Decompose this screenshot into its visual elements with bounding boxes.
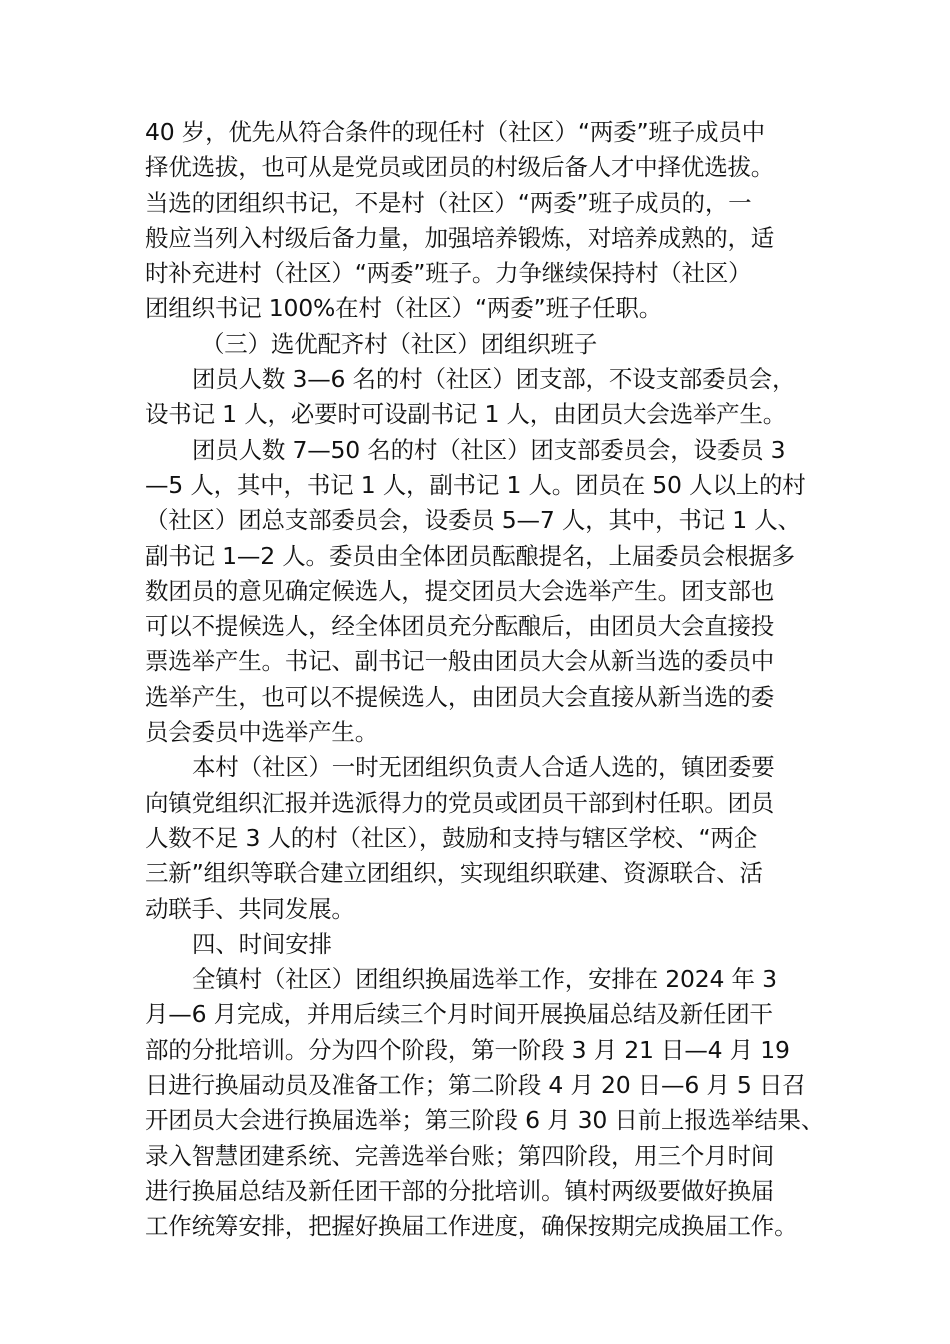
text-line: 般应当列入村级后备力量，加强培养锻炼，对培养成熟的，适 [145,223,775,252]
text-line: —5 人，其中，书记 1 人，副书记 1 人。团员在 50 人以上的村 [145,470,806,499]
text-line: 票选举产生。书记、副书记一般由团员大会从新当选的委员中 [145,647,775,676]
section-heading: （三）选优配齐村（社区）团组织班子 [201,329,598,358]
text-line: 团员人数 7—50 名的村（社区）团支部委员会，设委员 3 [192,435,786,464]
text-line: 副书记 1—2 人。委员由全体团员酝酿提名，上届委员会根据多 [145,541,795,570]
text-line: 设书记 1 人，必要时可设副书记 1 人，由团员大会选举产生。 [145,400,787,429]
text-line: 录入智慧团建系统、完善选举台账；第四阶段，用三个月时间 [145,1141,775,1170]
text-line: 时补充进村（社区）“两委”班子。力争继续保持村（社区） [145,259,752,288]
text-line: 部的分批培训。分为四个阶段，第一阶段 3 月 21 日—4 月 19 [145,1035,790,1064]
text-line: 全镇村（社区）团组织换届选举工作，安排在 2024 年 3 [192,965,777,994]
text-line: 进行换届总结及新任团干部的分批培训。镇村两级要做好换届 [145,1176,775,1205]
text-line: 开团员大会进行换届选举；第三阶段 6 月 30 日前上报选举结果、 [145,1106,825,1135]
body-text [145,115,825,1245]
text-line: 工作统筹安排，把握好换届工作进度，确保按期完成换届工作。 [145,1212,798,1241]
text-line: 人数不足 3 人的村（社区），鼓励和支持与辖区学校、“两企 [145,823,758,852]
text-line: 团组织书记 100%在村（社区）“两委”班子任职。 [145,294,663,323]
text-line: 四、时间安排 [192,929,332,958]
text-line: 团员人数 3—6 名的村（社区）团支部，不设支部委员会， [192,365,796,394]
text-line: 向镇党组织汇报并选派得力的党员或团员干部到村任职。团员 [145,788,775,817]
text-line: 本村（社区）一时无团组织负责人合适人选的，镇团委要 [192,753,775,782]
text-line: 数团员的意见确定候选人，提交团员大会选举产生。团支部也 [145,576,775,605]
text-line: 可以不提候选人，经全体团员充分酝酿后，由团员大会直接投 [145,612,775,641]
text-line: 选举产生，也可以不提候选人，由团员大会直接从新当选的委 [145,682,775,711]
text-line: （社区）团总支部委员会，设委员 5—7 人，其中，书记 1 人、 [145,506,801,535]
text-line: 当选的团组织书记，不是村（社区）“两委”班子成员的，一 [145,188,752,217]
text-line: 动联手、共同发展。 [145,894,355,923]
text-line: 员会委员中选举产生。 [145,718,378,747]
text-line: 择优选拔，也可从是党员或团员的村级后备人才中择优选拔。 [145,153,775,182]
text-line: 日进行换届动员及准备工作；第二阶段 4 月 20 日—6 月 5 日召 [145,1071,806,1100]
text-line: 月—6 月完成，并用后续三个月时间开展换届总结及新任团干 [145,1000,773,1029]
text-line: 40 岁，优先从符合条件的现任村（社区）“两委”班子成员中 [145,118,765,146]
text-line: 三新”组织等联合建立团组织，实现组织联建、资源联合、活 [145,859,763,888]
